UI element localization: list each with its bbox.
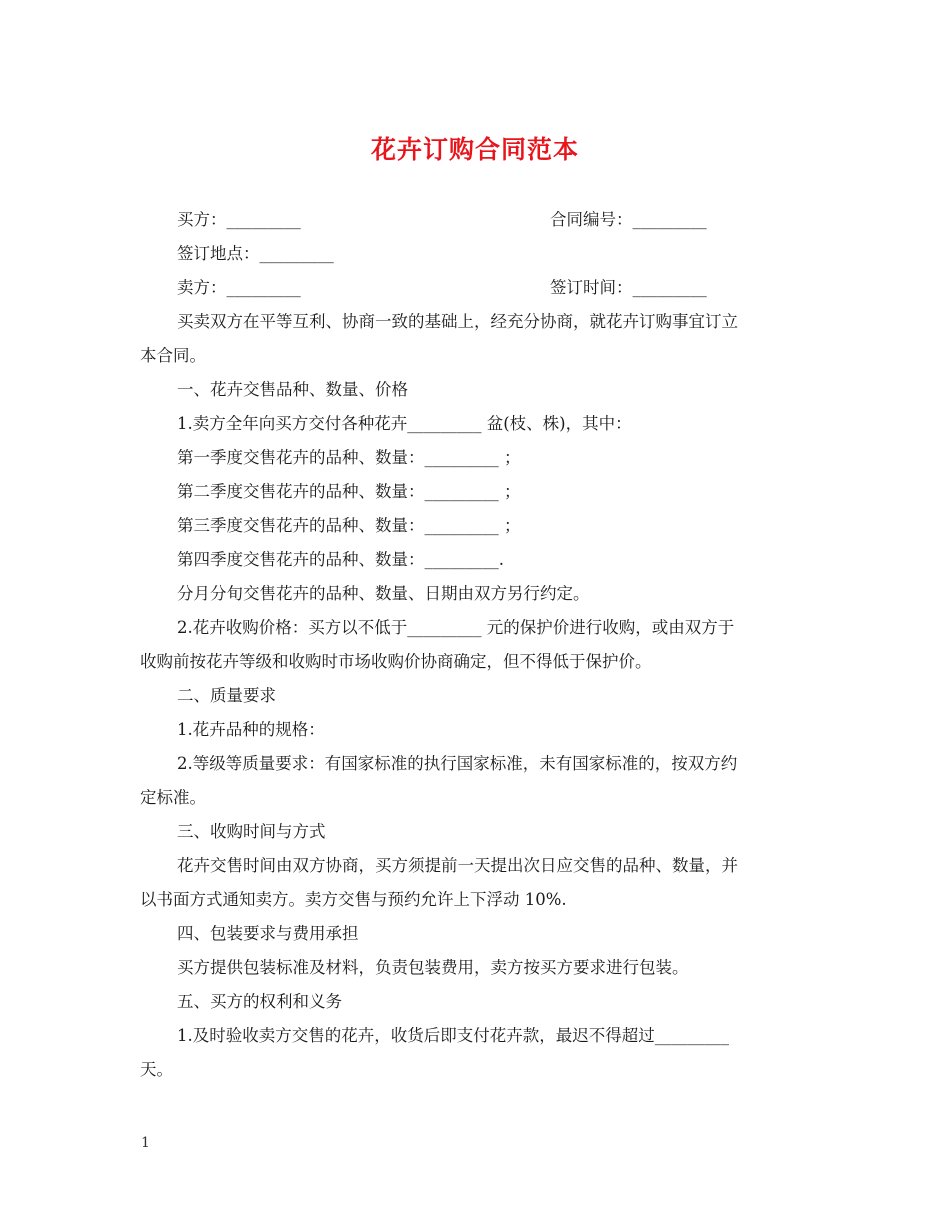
paragraph-line: 天。 xyxy=(140,1060,173,1079)
header-row-seller xyxy=(177,276,812,300)
buyer-field: 买方：_________ xyxy=(177,210,301,229)
section-heading: 一、花卉交售品种、数量、价格 xyxy=(177,380,408,399)
sign-place-field: 签订地点：_________ xyxy=(177,244,334,263)
contract-no-field: 合同编号：_________ xyxy=(550,210,707,229)
section-heading: 二、质量要求 xyxy=(177,686,276,705)
paragraph-line: 定标准。 xyxy=(140,788,206,807)
paragraph-line: 买方提供包装标准及材料，负责包装费用，卖方按买方要求进行包装。 xyxy=(177,958,689,977)
paragraph-line: 第四季度交售花卉的品种、数量：_________. xyxy=(177,550,504,569)
paragraph-line: 2.等级等质量要求：有国家标准的执行国家标准，未有国家标准的，按双方约 xyxy=(177,754,738,773)
paragraph-line: 以书面方式通知卖方。卖方交售与预约允许上下浮动 10%. xyxy=(140,890,567,909)
paragraph-line: 花卉交售时间由双方协商，买方须提前一天提出次日应交售的品种、数量，并 xyxy=(177,856,738,875)
paragraph-line: 买卖双方在平等互利、协商一致的基础上，经充分协商，就花卉订购事宜订立 xyxy=(177,312,738,331)
paragraph-line: 2.花卉收购价格：买方以不低于_________ 元的保护价进行收购，或由双方于 xyxy=(177,618,735,637)
paragraph-line: 1.及时验收卖方交售的花卉，收货后即支付花卉款，最迟不得超过_________ xyxy=(177,1026,729,1045)
page-number: 1 xyxy=(141,1135,150,1151)
section-heading: 五、买方的权利和义务 xyxy=(177,992,342,1011)
paragraph-line: 本合同。 xyxy=(140,346,206,365)
paragraph-line: 1.卖方全年向买方交付各种花卉_________ 盆(枝、株)，其中： xyxy=(177,414,632,433)
paragraph-line: 收购前按花卉等级和收购时市场收购价协商确定，但不得低于保护价。 xyxy=(140,652,652,671)
section-heading: 三、收购时间与方式 xyxy=(177,822,326,841)
paragraph-line: 1.花卉品种的规格： xyxy=(177,720,325,739)
seller-field: 卖方：_________ xyxy=(177,278,301,297)
paragraph-line: 第一季度交售花卉的品种、数量：_________ ； xyxy=(177,448,521,467)
header-row-buyer xyxy=(177,208,812,232)
paragraph-line: 分月分旬交售花卉的品种、数量、日期由双方另行约定。 xyxy=(177,584,590,603)
sign-time-field: 签订时间：_________ xyxy=(550,278,707,297)
section-heading: 四、包装要求与费用承担 xyxy=(177,924,359,943)
document-title: 花卉订购合同范本 xyxy=(370,135,579,164)
paragraph-line: 第三季度交售花卉的品种、数量：_________ ； xyxy=(177,516,521,535)
paragraph-line: 第二季度交售花卉的品种、数量：_________ ； xyxy=(177,482,521,501)
